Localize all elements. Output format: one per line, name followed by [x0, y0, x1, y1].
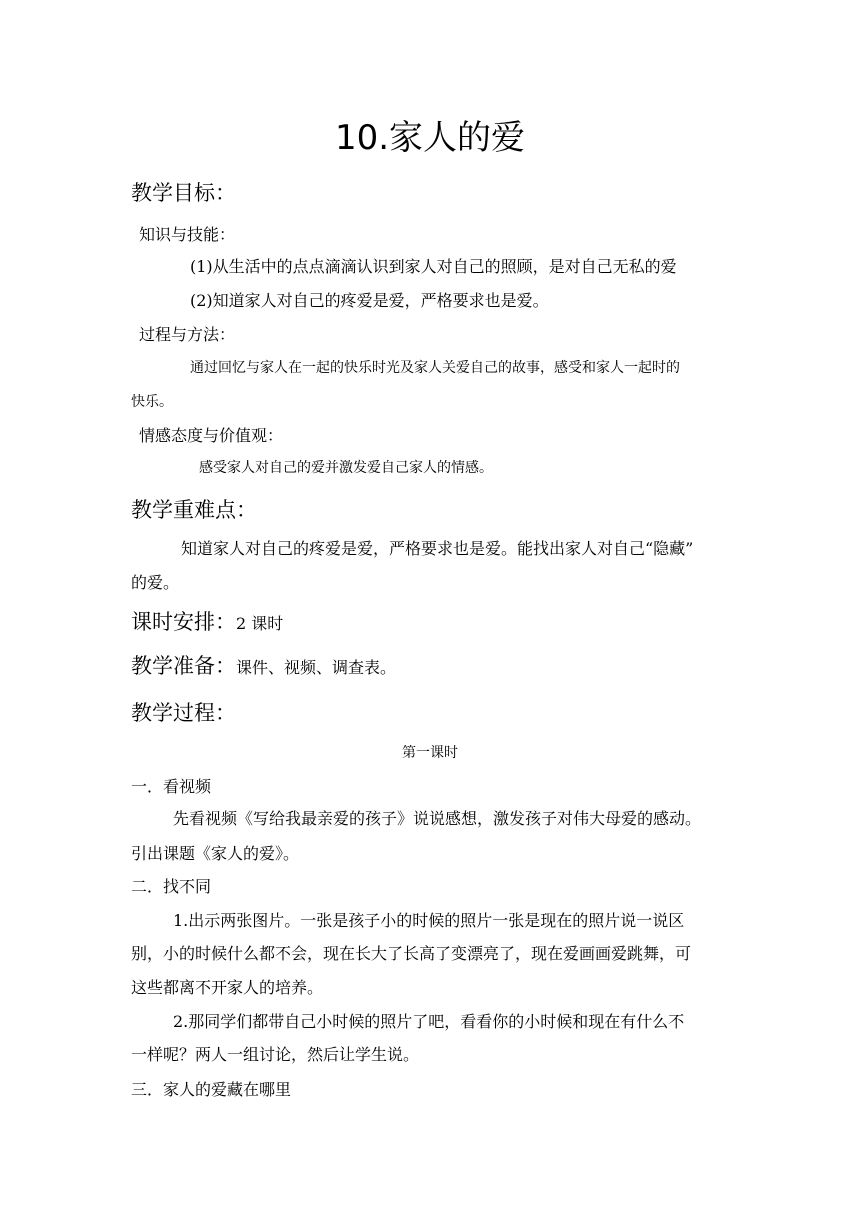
prep-value: 课件、视频、调查表。	[236, 658, 397, 677]
page-title: 10.家人的爱	[334, 118, 526, 158]
emotion-label: 情感态度与价值观：	[139, 426, 284, 445]
process-label: 过程与方法：	[139, 325, 236, 344]
section-2-heading: 二．找不同	[131, 877, 212, 896]
knowledge-item-2: (2)知道家人对自己的疼爱是爱，严格要求也是爱。	[190, 291, 549, 310]
goals-heading: 教学目标：	[131, 181, 236, 205]
section-2-p1-line-1: 1.出示两张图片。一张是孩子小的时候的照片一张是现在的照片说一说区	[173, 911, 685, 930]
schedule-value: 2 课时	[236, 614, 284, 633]
process-text-line-1: 通过回忆与家人在一起的快乐时光及家人关爱自己的故事，感受和家人一起时的	[190, 360, 680, 376]
emotion-text: 感受家人对自己的爱并激发爱自己家人的情感。	[199, 460, 493, 476]
schedule-row	[131, 612, 283, 633]
key-points-heading: 教学重难点：	[131, 498, 257, 522]
section-3-heading: 三．家人的爱藏在哪里	[131, 1080, 292, 1099]
key-points-line-1: 知道家人对自己的疼爱是爱，严格要求也是爱。能找出家人对自己“隐藏”	[181, 539, 694, 558]
section-1-line-1: 先看视频《写给我最亲爱的孩子》说说感想，激发孩子对伟大母爱的感动。	[173, 809, 702, 828]
lesson-title: 第一课时	[402, 745, 458, 761]
section-1-heading: 一．看视频	[131, 777, 212, 796]
process-text-line-2: 快乐。	[131, 394, 173, 410]
knowledge-item-1: (1)从生活中的点点滴滴认识到家人对自己的照顾，是对自己无私的爱	[190, 257, 677, 276]
prep-row	[131, 656, 396, 677]
section-2-p2-line-1: 2.那同学们都带自己小时候的照片了吧，看看你的小时候和现在有什么不	[173, 1012, 685, 1031]
prep-label: 教学准备：	[131, 654, 236, 678]
section-2-p1-line-3: 这些都离不开家人的培养。	[131, 978, 324, 997]
key-points-line-2: 的爱。	[131, 573, 180, 592]
schedule-label: 课时安排：	[131, 610, 236, 634]
section-2-p2-line-2: 一样呢？两人一组讨论，然后让学生说。	[131, 1045, 420, 1064]
knowledge-label: 知识与技能：	[139, 225, 236, 244]
process-heading: 教学过程：	[131, 701, 236, 725]
section-2-p1-line-2: 别，小的时候什么都不会，现在长大了长高了变漂亮了，现在爱画画爱跳舞，可	[131, 944, 692, 963]
section-1-line-2: 引出课题《家人的爱》。	[131, 844, 300, 863]
